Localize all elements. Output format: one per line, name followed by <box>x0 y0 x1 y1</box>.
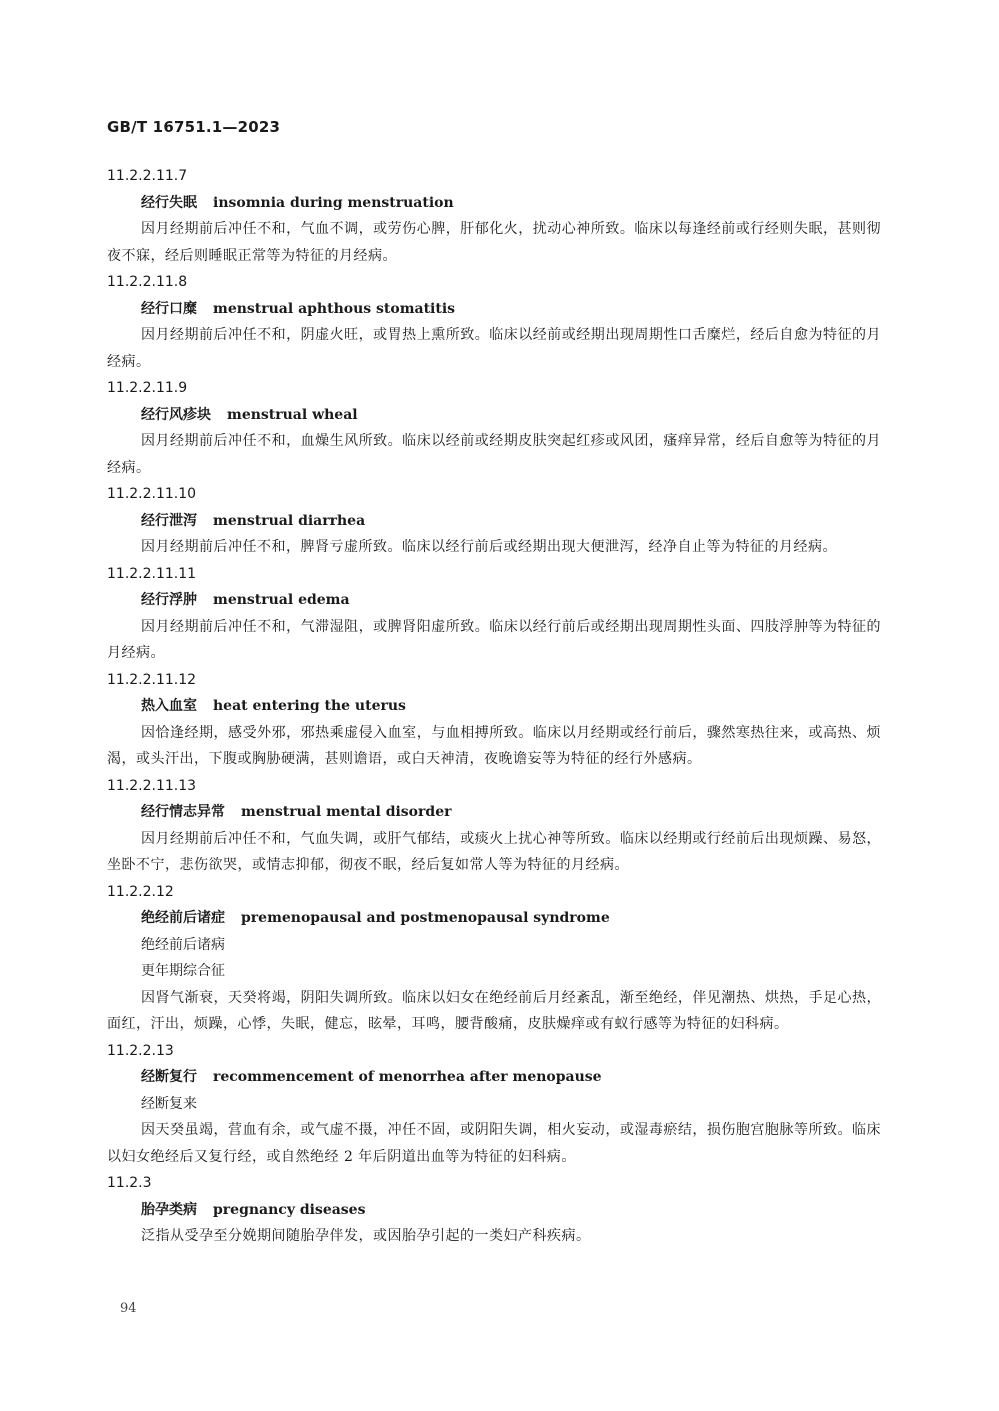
term-english: menstrual edema <box>213 592 350 608</box>
term-entry <box>107 269 881 375</box>
entry-number: 11.2.2.11.8 <box>107 274 188 290</box>
entry-number: 11.2.2.11.12 <box>107 671 197 688</box>
term-synonym: 经断复来 <box>141 1095 197 1112</box>
term-english: premenopausal and postmenopausal syndrome <box>241 910 610 926</box>
term-definition: 因月经期前后冲任不和，气血失调，或肝气郁结，或痰火上扰心神等所致。临床以经期或行经前后出现烦躁、易怒，坐卧不宁，悲伤欲哭，或情志抑郁，彻夜不眠，经后复如常人等为特征的月经病。 <box>107 830 881 873</box>
entries-list <box>107 163 881 1250</box>
term-entry <box>107 879 881 1038</box>
term-entry <box>107 773 881 879</box>
term-heading <box>107 1064 881 1091</box>
term-chinese: 经行口糜 <box>141 300 197 317</box>
term-definition: 因天癸虽竭，营血有余，或气虚不摄，冲任不固，或阴阳失调，相火妄动，或湿毒瘀结，损伤胞宫胞脉等所致。临床以妇女绝经后又复行经，或自然绝经 2 年后阴道出血等为特征的妇科病。 <box>107 1122 881 1165</box>
term-entry <box>107 1170 881 1250</box>
term-definition: 因月经期前后冲任不和，血燥生风所致。临床以经前或经期皮肤突起红疹或风团，瘙痒异常，经后自愈等为特征的月经病。 <box>107 433 881 476</box>
term-english: pregnancy diseases <box>213 1201 366 1218</box>
term-heading <box>107 508 881 535</box>
entry-number: 11.2.2.12 <box>107 883 174 900</box>
term-definition: 因月经期前后冲任不和，气血不调，或劳伤心脾，肝郁化火，扰动心神所致。临床以每逢经前或行经则失眠，甚则彻夜不寐，经后则睡眠正常等为特征的月经病。 <box>107 221 881 264</box>
term-english: recommencement of menorrhea after menopause <box>213 1069 602 1085</box>
term-chinese: 经行泄泻 <box>141 512 197 529</box>
term-chinese: 经行失眠 <box>141 194 197 211</box>
term-synonym: 更年期综合征 <box>141 963 225 979</box>
term-heading <box>107 587 881 614</box>
entry-number: 11.2.2.11.9 <box>107 380 188 396</box>
entry-number: 11.2.3 <box>107 1175 152 1191</box>
term-heading <box>107 799 881 826</box>
term-english: menstrual wheal <box>227 406 358 423</box>
page-number: 94 <box>120 1301 137 1316</box>
term-english: menstrual mental disorder <box>241 804 452 820</box>
term-definition: 因月经期前后冲任不和，脾肾亏虚所致。临床以经行前后或经期出现大便泄泻，经净自止等为特征的月经病。 <box>141 539 837 555</box>
term-entry <box>107 667 881 773</box>
entry-number: 11.2.2.11.7 <box>107 168 188 184</box>
term-chinese: 经断复行 <box>141 1069 197 1085</box>
term-entry <box>107 481 881 561</box>
term-chinese: 绝经前后诸症 <box>141 910 225 926</box>
term-english: menstrual diarrhea <box>213 512 366 529</box>
term-definition: 因月经期前后冲任不和，阴虚火旺，或胃热上熏所致。临床以经前或经期出现周期性口舌糜烂，经后自愈为特征的月经病。 <box>107 327 881 370</box>
term-chinese: 经行情志异常 <box>141 804 225 820</box>
term-english: heat entering the uterus <box>213 698 406 714</box>
term-definition: 因肾气渐衰，天癸将竭，阴阳失调所致。临床以妇女在绝经前后月经紊乱，渐至绝经，伴见潮热、烘热，手足心热，面红，汗出，烦躁，心悸，失眠，健忘，眩晕，耳鸣，腰背酸痛，皮肤燥痒或有蚁行感等为特征的妇科病。 <box>107 989 881 1032</box>
term-definition: 因月经期前后冲任不和，气滞湿阻，或脾肾阳虚所致。临床以经行前后或经期出现周期性头面、四肢浮肿等为特征的月经病。 <box>107 618 881 661</box>
term-definition: 泛指从受孕至分娩期间随胎孕伴发，或因胎孕引起的一类妇产科疾病。 <box>141 1228 591 1244</box>
term-heading <box>107 190 881 217</box>
term-heading <box>107 1197 881 1224</box>
entry-number: 11.2.2.11.11 <box>107 565 197 582</box>
entry-number: 11.2.2.11.10 <box>107 486 197 502</box>
term-chinese: 热入血室 <box>141 698 197 714</box>
term-entry <box>107 561 881 667</box>
term-english: insomnia during menstruation <box>213 194 454 211</box>
term-chinese: 胎孕类病 <box>141 1201 197 1218</box>
entry-number: 11.2.2.13 <box>107 1042 174 1059</box>
term-heading <box>107 693 881 720</box>
term-english: menstrual aphthous stomatitis <box>213 300 456 317</box>
term-definition: 因恰逢经期，感受外邪，邪热乘虚侵入血室，与血相搏所致。临床以月经期或经行前后，骤然寒热往来，或高热、烦渴，或头汗出，下腹或胸胁硬满，甚则谵语，或白天神清，夜晚谵妄等为特征的经行外感病。 <box>107 724 881 767</box>
standard-number-header: GB/T 16751.1—2023 <box>107 118 281 136</box>
term-heading <box>107 296 881 323</box>
term-synonym: 绝经前后诸病 <box>141 936 225 953</box>
term-entry <box>107 163 881 269</box>
term-entry <box>107 1038 881 1171</box>
entry-number: 11.2.2.11.13 <box>107 777 197 794</box>
term-heading <box>107 402 881 429</box>
term-entry <box>107 375 881 481</box>
term-heading <box>107 905 881 932</box>
term-chinese: 经行风疹块 <box>141 406 211 423</box>
term-chinese: 经行浮肿 <box>141 592 197 608</box>
